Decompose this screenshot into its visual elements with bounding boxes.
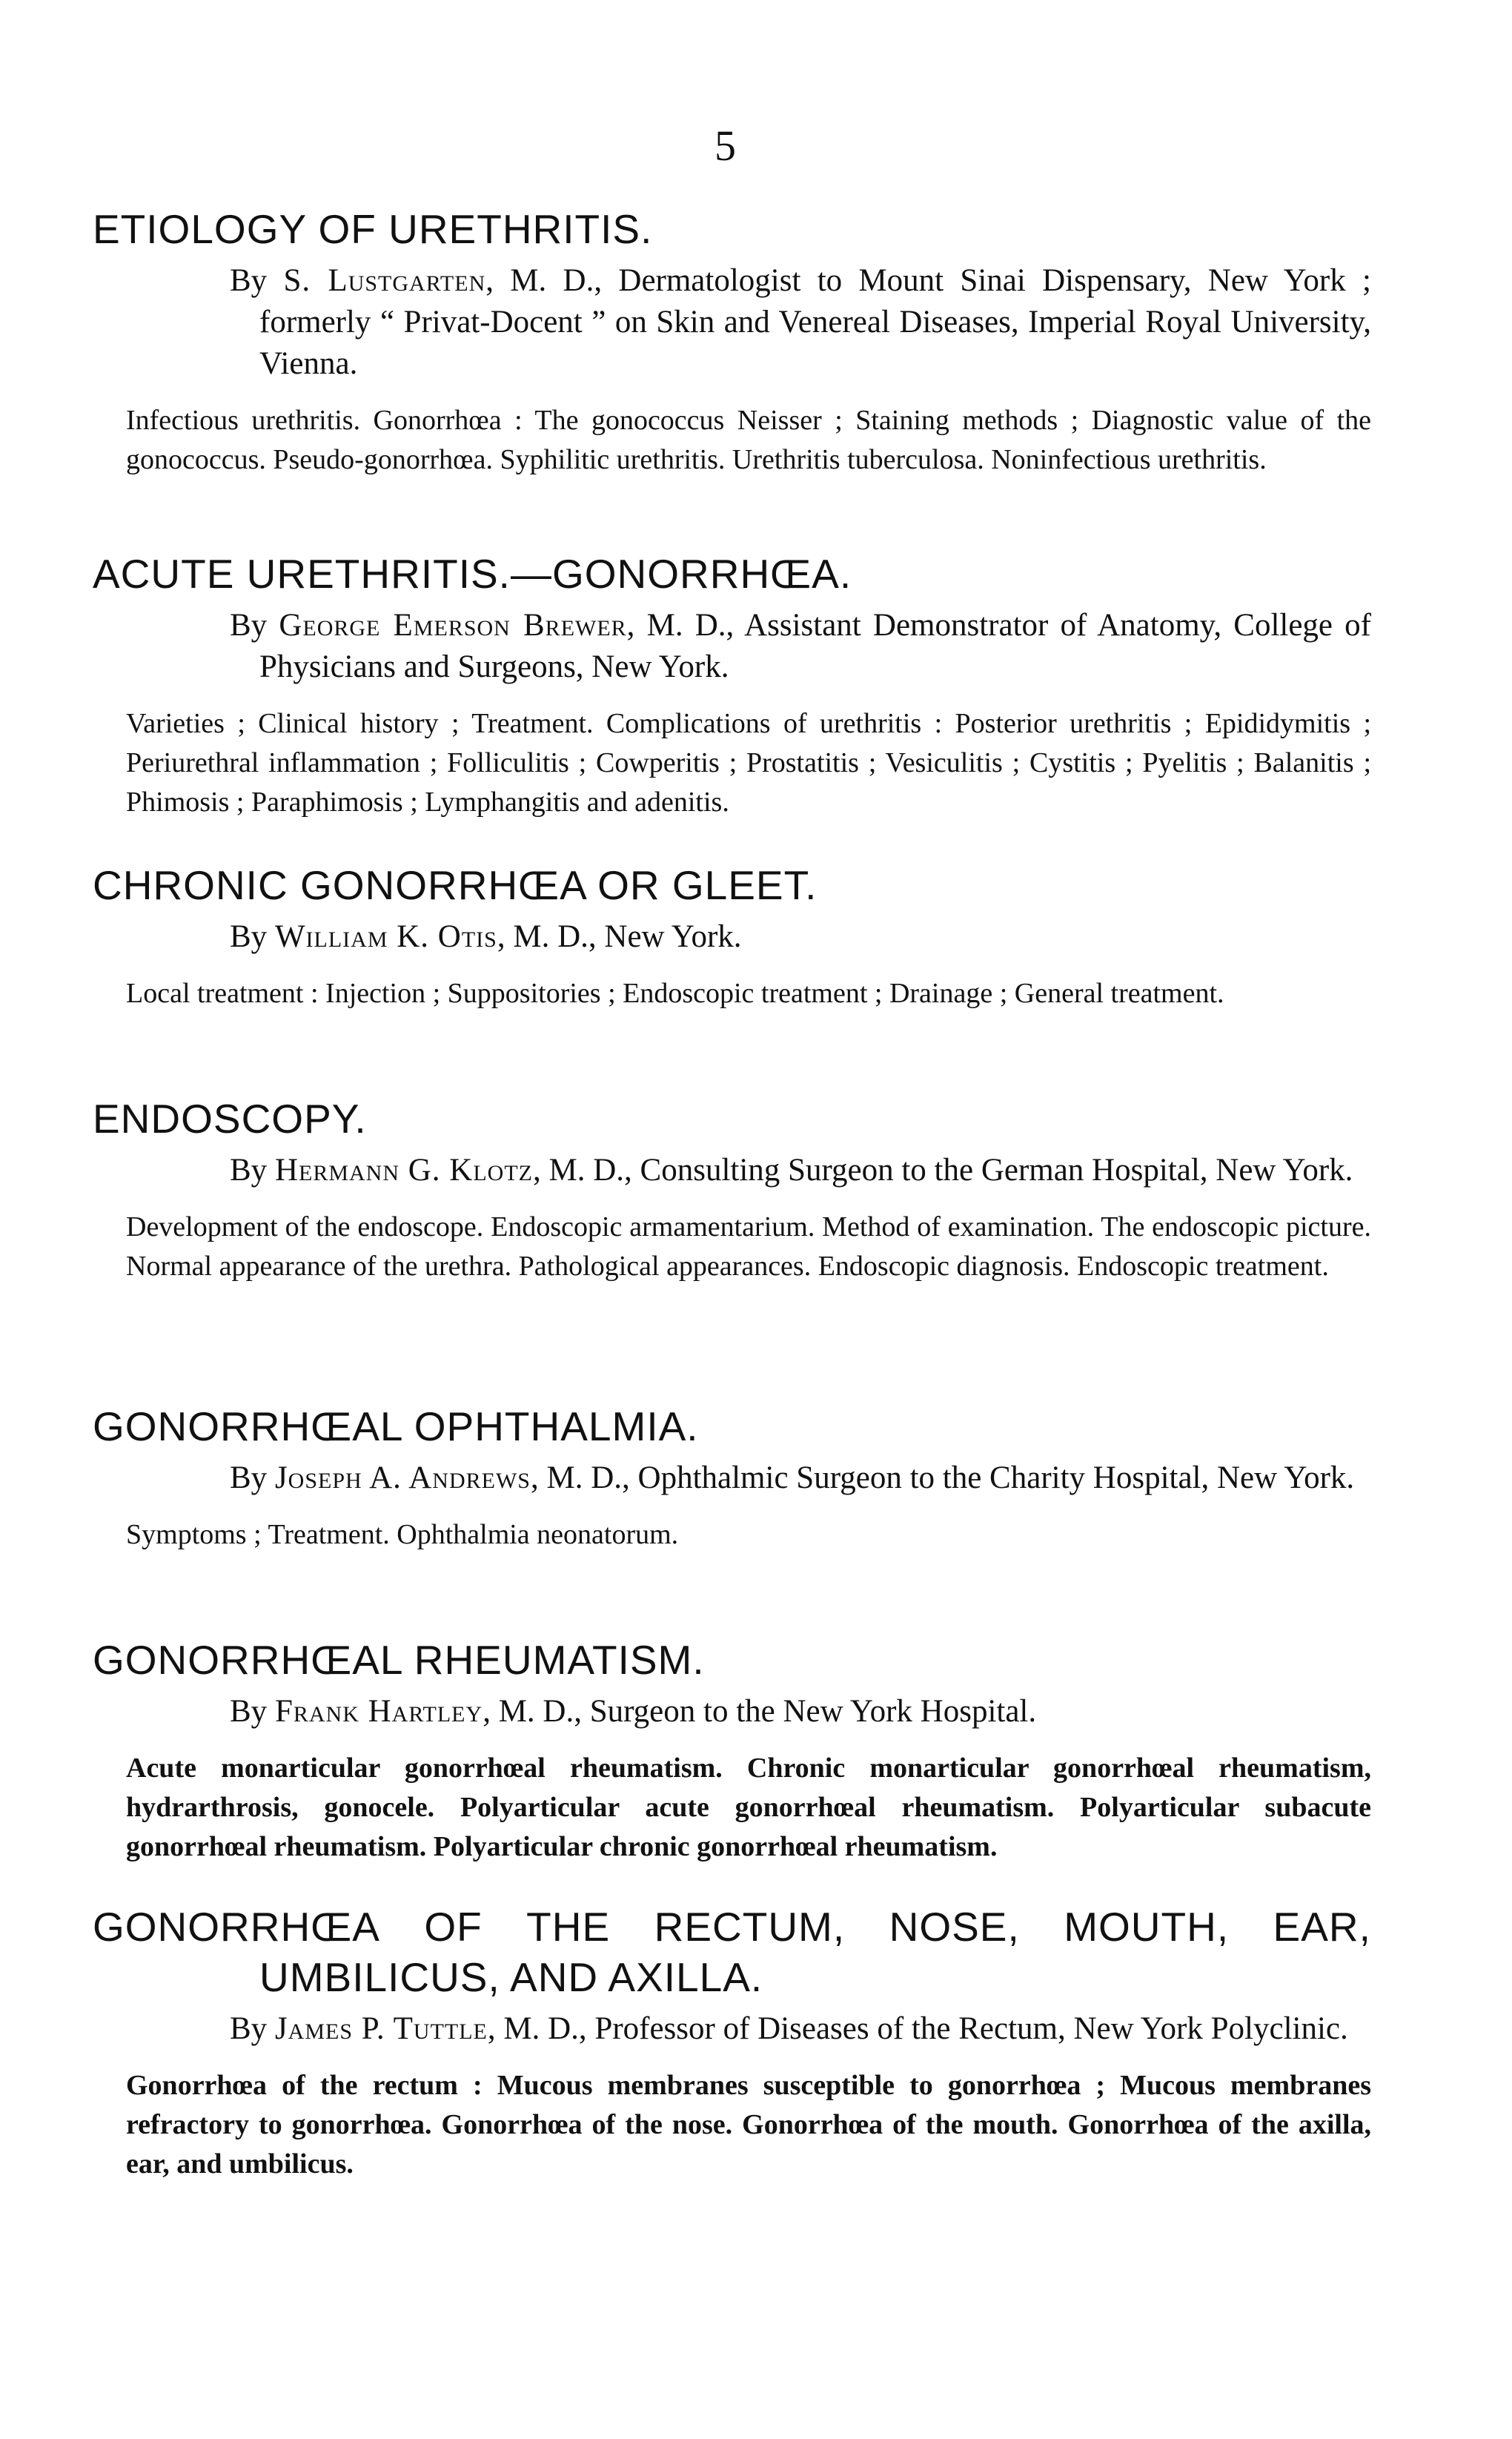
section-gonorrhoeal-ophthalmia	[93, 1401, 1371, 1555]
section-byline	[93, 916, 1371, 958]
section-topics: Symptoms ; Treatment. Ophthalmia neonatorum.	[126, 1519, 679, 1550]
author-credentials: , M. D., Assistant Demonstrator of Anatomy, College of Physicians and Surgeons, New York.	[259, 608, 1371, 684]
section-byline	[93, 1691, 1371, 1733]
author-credentials: , M. D., New York.	[497, 919, 742, 954]
byline-prefix: By	[230, 1460, 275, 1495]
section-endoscopy	[93, 1093, 1371, 1286]
section-topics: Gonorrhœa of the rectum : Mucous membranes susceptible to gonorrhœa ; Mucous membranes refractory to gonorrhœa. Gonorrhœa of the nose. Gonorrhœa of the mouth. Gonorrhœa of the axilla, ear, and umbilicus.	[126, 2070, 1371, 2180]
section-gonorrhoeal-rheumatism	[93, 1635, 1371, 1867]
section-heading-line-2: UMBILICUS, AND AXILLA.	[259, 1954, 763, 2000]
byline-prefix: By	[230, 919, 275, 954]
section-heading: ACUTE URETHRITIS.—GONORRHŒA.	[93, 551, 852, 597]
author-credentials: , M. D., Professor of Diseases of the Rectum, New York Polyclinic.	[487, 2011, 1348, 2046]
section-acute-urethritis	[93, 549, 1371, 822]
section-heading-line-1	[93, 1902, 1371, 1952]
author-name: James P. Tuttle	[274, 2011, 488, 2046]
section-byline	[93, 1150, 1371, 1191]
section-byline	[93, 2008, 1371, 2050]
section-heading: CHRONIC GONORRHŒA OR GLEET.	[93, 862, 818, 908]
section-gonorrhoea-rectum-nose-mouth	[93, 1902, 1371, 2184]
heading-word: NOSE,	[889, 1904, 1020, 1950]
author-name: Joseph A. Andrews	[274, 1460, 531, 1495]
section-topics: Varieties ; Clinical history ; Treatment. Complications of urethritis : Posterior urethritis ; Epididymitis ; Periurethral inflammation ; Folliculitis ; Cowperitis ; Prostatitis ; Vesiculitis ; Cystitis ; Pyelitis ; Balanitis ; Phimosis ; Paraphimosis ; Lymphangitis and adenitis.	[126, 708, 1371, 818]
byline-prefix: By	[230, 263, 284, 298]
section-heading: GONORRHŒAL RHEUMATISM.	[93, 1637, 705, 1683]
author-credentials: , M. D., Ophthalmic Surgeon to the Charity Hospital, New York.	[530, 1460, 1355, 1495]
section-heading: ENDOSCOPY.	[93, 1096, 367, 1142]
section-etiology-of-urethritis	[93, 204, 1371, 480]
byline-prefix: By	[230, 1153, 275, 1188]
author-name: William K. Otis	[274, 919, 497, 954]
section-chronic-gonorrhoea	[93, 860, 1371, 1013]
section-heading: GONORRHŒAL OPHTHALMIA.	[93, 1403, 699, 1449]
byline-prefix: By	[230, 2011, 275, 2046]
section-byline	[93, 605, 1371, 688]
author-name: Hermann G. Klotz	[274, 1153, 533, 1188]
heading-word: RECTUM,	[654, 1904, 846, 1950]
heading-word: MOUTH,	[1064, 1904, 1230, 1950]
heading-word: GONORRHŒA	[93, 1904, 380, 1950]
heading-word: OF	[424, 1904, 483, 1950]
section-topics: Infectious urethritis. Gonorrhœa : The gonococcus Neisser ; Staining methods ; Diagnostic value of the gonococcus. Pseudo-gonorrhœa. Syphilitic urethritis. Urethritis tuberculosa. Noninfectious urethritis.	[126, 405, 1371, 475]
heading-word: EAR,	[1273, 1904, 1371, 1950]
heading-word: THE	[526, 1904, 611, 1950]
author-name: S. Lustgarten	[283, 263, 486, 298]
section-topics: Development of the endoscope. Endoscopic armamentarium. Method of examination. The endoscopic picture. Normal appearance of the urethra. Pathological appearances. Endoscopic diagnosis. Endoscopic treatment.	[126, 1211, 1371, 1282]
section-topics: Acute monarticular gonorrhœal rheumatism. Chronic monarticular gonorrhœal rheumatism, hydrarthrosis, gonocele. Polyarticular acute gonorrhœal rheumatism. Polyarticular subacute gonorrhœal rheumatism. Polyarticular chronic gonorrhœal rheumatism.	[126, 1753, 1371, 1862]
section-topics: Local treatment : Injection ; Suppositories ; Endoscopic treatment ; Drainage ; General treatment.	[126, 978, 1224, 1009]
author-credentials: , M. D., Dermatologist to Mount Sinai Dispensary, New York ; formerly “ Privat-Docent ” on Skin and Venereal Diseases, Imperial Royal University, Vienna.	[259, 263, 1371, 381]
author-name: George Emerson Brewer	[279, 608, 627, 643]
author-name: Frank Hartley	[274, 1694, 483, 1729]
author-credentials: , M. D., Surgeon to the New York Hospital.	[483, 1694, 1037, 1729]
byline-prefix: By	[230, 608, 279, 643]
author-credentials: , M. D., Consulting Surgeon to the German Hospital, New York.	[533, 1153, 1353, 1188]
section-byline	[93, 1457, 1371, 1499]
byline-prefix: By	[230, 1694, 275, 1729]
section-heading: ETIOLOGY OF URETHRITIS.	[93, 206, 653, 252]
section-byline	[93, 260, 1371, 385]
page-number: 5	[714, 122, 736, 170]
